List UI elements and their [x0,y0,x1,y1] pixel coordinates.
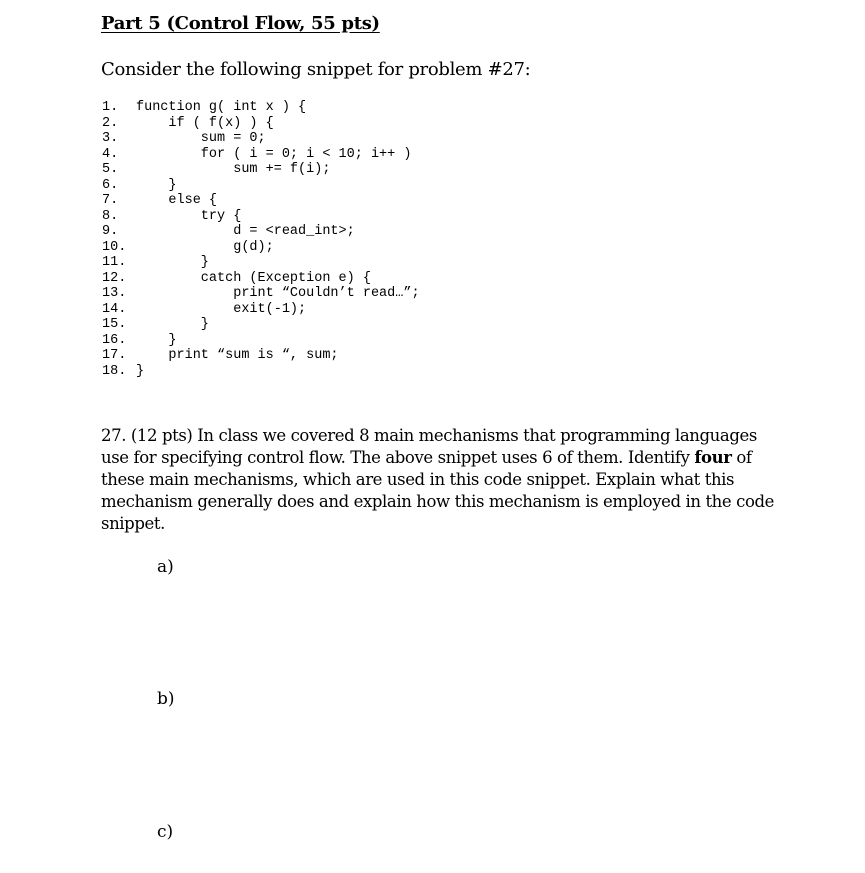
question-emphasis: four [694,448,732,467]
code-line [102,193,420,209]
code-line [102,286,420,302]
question-line-2-end: of [731,448,752,467]
code-text: } [136,332,177,348]
line-number: 1. [102,100,119,115]
line-number: 2. [102,115,119,131]
code-line [102,348,420,364]
code-line [102,302,420,318]
code-snippet [102,100,420,379]
line-number: 16. [102,332,127,348]
line-number: 15. [102,317,127,332]
line-number: 5. [102,162,119,177]
code-line [102,100,420,116]
line-number: 17. [102,348,127,363]
code-text: sum = 0; [136,131,266,146]
code-text: catch (Exception e) { [136,270,371,286]
answer-label-a: a) [157,557,174,577]
code-line [102,147,420,163]
answer-label-b: b) [157,689,175,709]
line-number: 10. [102,239,127,255]
code-line [102,116,420,132]
code-text: exit(-1); [136,301,307,317]
code-text: try { [136,208,242,224]
section-heading: Part 5 (Control Flow, 55 pts) [101,13,380,34]
question-line-2-text: use for specifying control flow. The above snippet uses 6 of them. Identify [101,448,695,467]
line-number: 11. [102,255,127,270]
code-text: } [136,255,209,270]
code-text: for ( i = 0; i < 10; i++ ) [136,146,412,162]
code-text: } [136,363,145,379]
code-line [102,317,420,333]
line-number: 14. [102,301,127,317]
line-number: 9. [102,224,119,239]
answer-label-c: c) [157,822,174,842]
code-text: } [136,317,209,332]
line-number: 8. [102,208,119,224]
code-line [102,131,420,147]
line-number: 18. [102,363,127,379]
question-line-5: snippet. [101,514,165,533]
code-line [102,333,420,349]
code-line [102,224,420,240]
question-line-1: 27. (12 pts) In class we covered 8 main mechanisms that programming languages [101,426,757,445]
line-number: 3. [102,131,119,146]
code-line [102,178,420,194]
code-text: d = <read_int>; [136,224,355,239]
line-number: 6. [102,177,119,193]
code-text: sum += f(i); [136,162,331,177]
code-text: if ( f(x) ) { [136,115,274,131]
code-text: function g( int x ) { [136,100,307,115]
code-line [102,271,420,287]
code-line [102,209,420,225]
code-text: print “Couldn’t read…”; [136,286,420,301]
question-line-3: these main mechanisms, which are used in this code snippet. Explain what this [101,470,735,489]
code-text: else { [136,193,218,208]
code-line [102,162,420,178]
line-number: 13. [102,286,127,301]
code-text: g(d); [136,239,274,255]
code-text: print “sum is “, sum; [136,348,339,363]
question-line-4: mechanism generally does and explain how this mechanism is employed in the code [101,492,775,511]
code-text: } [136,177,177,193]
question-27 [101,425,791,535]
question-line-2 [101,447,791,469]
line-number: 12. [102,270,127,286]
code-line [102,240,420,256]
code-line [102,255,420,271]
line-number: 7. [102,193,119,208]
intro-text: Consider the following snippet for problem #27: [101,59,531,80]
code-line [102,364,420,380]
line-number: 4. [102,146,119,162]
